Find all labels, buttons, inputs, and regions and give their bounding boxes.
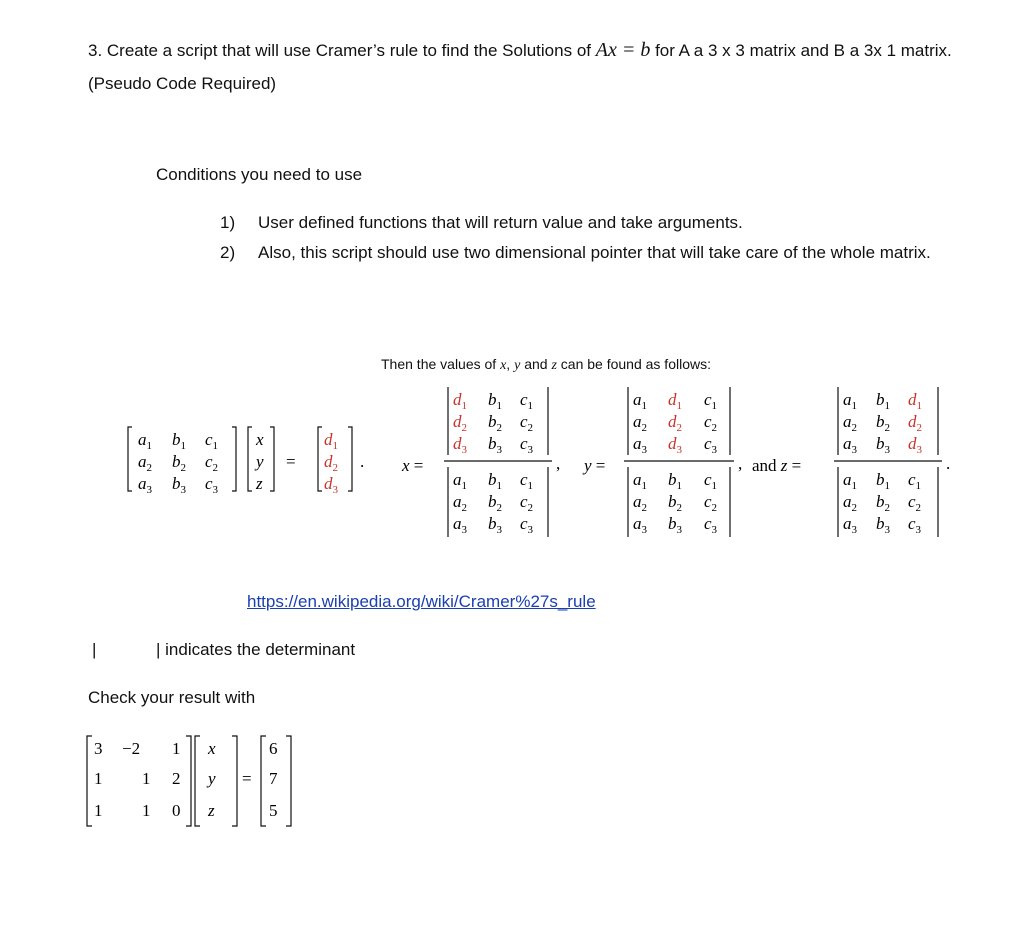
svg-text:c1: $c_1$ [908, 470, 922, 492]
svg-text:a2: $a_2$ [453, 492, 467, 514]
check-rhs: 5 [269, 801, 278, 820]
svg-text:c3: $c_3$ [704, 434, 718, 456]
svg-text:a1: $a_1$ [453, 470, 467, 492]
svg-text:=: = [286, 452, 296, 471]
svg-text:a2: $a_2$ [633, 492, 647, 514]
svg-text:=: = [242, 769, 252, 788]
svg-text:b3: $b_3$ [172, 474, 186, 496]
svg-text:a1: $a_1$ [138, 430, 152, 452]
check-var: y [208, 769, 216, 788]
svg-text:,: , [738, 454, 743, 473]
y-fraction [624, 387, 734, 537]
svg-text:c2: $c_2$ [704, 492, 718, 514]
svg-text:c2: $c_2$ [205, 452, 219, 474]
check-cell: −2 [122, 739, 141, 758]
svg-text:d3: $d_3$ [908, 434, 922, 456]
x-fraction [444, 387, 552, 537]
svg-text:c1: $c_1$ [205, 430, 219, 452]
svg-text:d1: $d_1$ [324, 430, 338, 452]
svg-text:d2: $d_2$ [324, 452, 338, 474]
check-cell: 1 [94, 801, 103, 820]
svg-text:c1: $c_1$ [520, 390, 534, 412]
svg-text:a1: $a_1$ [633, 390, 647, 412]
svg-text:a1: $a_1$ [843, 470, 857, 492]
question-text-before: 3. Create a script that will use Cramer’s rule to find the Solutions of [88, 41, 591, 60]
coefficient-matrix [128, 427, 236, 496]
svg-text:d2: $d_2$ [453, 412, 467, 434]
svg-text:c1: $c_1$ [704, 470, 718, 492]
svg-text:d1: $d_1$ [453, 390, 467, 412]
svg-text:and z =: and z = [752, 456, 802, 475]
question-text [88, 34, 988, 100]
svg-text:b2: $b_2$ [876, 412, 890, 434]
check-cell: 1 [142, 801, 151, 820]
svg-text:b1: $b_1$ [876, 390, 890, 412]
svg-text:a3: $a_3$ [843, 434, 857, 456]
svg-text:d2: $d_2$ [668, 412, 682, 434]
svg-text:c3: $c_3$ [205, 474, 219, 496]
svg-text:a3: $a_3$ [138, 474, 152, 496]
svg-text:a2: $a_2$ [138, 452, 152, 474]
svg-text:c2: $c_2$ [908, 492, 922, 514]
determinant-bar-symbol: | [92, 640, 97, 659]
svg-text:b3: $b_3$ [488, 434, 502, 456]
check-rhs: 6 [269, 739, 278, 758]
svg-text:d3: $d_3$ [668, 434, 682, 456]
svg-text:b3: $b_3$ [876, 514, 890, 536]
svg-text:a3: $a_3$ [843, 514, 857, 536]
svg-text:c2: $c_2$ [520, 492, 534, 514]
check-equation [80, 730, 310, 834]
check-var: x [208, 739, 216, 758]
svg-text:b1: $b_1$ [488, 390, 502, 412]
svg-text:b1: $b_1$ [172, 430, 186, 452]
z-fraction [834, 387, 942, 537]
svg-text:a2: $a_2$ [843, 412, 857, 434]
check-rhs: 7 [269, 769, 278, 788]
svg-text:b1: $b_1$ [488, 470, 502, 492]
condition-item-1: 1) User defined functions that will return value and take arguments. [220, 213, 743, 232]
svg-text:a1: $a_1$ [843, 390, 857, 412]
svg-text:d1: $d_1$ [668, 390, 682, 412]
check-label: Check your result with [88, 688, 256, 707]
svg-text:a3: $a_3$ [633, 434, 647, 456]
svg-text:b3: $b_3$ [876, 434, 890, 456]
svg-text:y: y [256, 452, 264, 471]
svg-text:d3: $d_3$ [453, 434, 467, 456]
determinant-note: | indicates the determinant [156, 640, 356, 659]
svg-text:a2: $a_2$ [633, 412, 647, 434]
svg-text:y =: y = [584, 456, 606, 475]
svg-text:d1: $d_1$ [908, 390, 922, 412]
svg-text:c3: $c_3$ [520, 434, 534, 456]
svg-text:c1: $c_1$ [704, 390, 718, 412]
svg-text:c2: $c_2$ [520, 412, 534, 434]
condition-item-2: 2) Also, this script should use two dimensional pointer that will take care of the whole matrix. [220, 243, 931, 262]
conditions-heading: Conditions you need to use [156, 165, 363, 184]
svg-text:b1: $b_1$ [876, 470, 890, 492]
check-cell: 1 [172, 739, 181, 758]
svg-text:z: z [256, 474, 263, 493]
svg-text:b3: $b_3$ [488, 514, 502, 536]
svg-text:a2: $a_2$ [843, 492, 857, 514]
check-cell: 1 [94, 769, 103, 788]
check-cell: 1 [142, 769, 151, 788]
svg-text:x =: x = [402, 456, 424, 475]
check-cell: 0 [172, 801, 181, 820]
svg-text:c2: $c_2$ [704, 412, 718, 434]
svg-text:c3: $c_3$ [704, 514, 718, 536]
svg-text:.: . [946, 454, 951, 473]
svg-text:d3: $d_3$ [324, 474, 338, 496]
constant-vector [318, 427, 352, 496]
svg-text:a3: $a_3$ [633, 514, 647, 536]
svg-text:b2: $b_2$ [876, 492, 890, 514]
check-cell: 2 [172, 769, 181, 788]
svg-text:b3: $b_3$ [668, 514, 682, 536]
question-equation: Ax = b [595, 39, 651, 61]
svg-text:b2: $b_2$ [172, 452, 186, 474]
svg-text:d2: $d_2$ [908, 412, 922, 434]
formula-intro: Then the values of x, y and z can be found as follows: [381, 356, 711, 373]
svg-text:c3: $c_3$ [908, 514, 922, 536]
svg-text:.: . [360, 452, 365, 471]
svg-text:c3: $c_3$ [520, 514, 534, 536]
svg-text:c1: $c_1$ [520, 470, 534, 492]
check-var: z [208, 801, 215, 820]
variable-vector [248, 427, 274, 493]
svg-text:a3: $a_3$ [453, 514, 467, 536]
svg-text:b2: $b_2$ [668, 492, 682, 514]
svg-text:a1: $a_1$ [633, 470, 647, 492]
svg-text:x: x [256, 430, 264, 449]
wikipedia-link[interactable]: https://en.wikipedia.org/wiki/Cramer%27s_rule [247, 592, 596, 611]
svg-text:b2: $b_2$ [488, 412, 502, 434]
cramer-formula-figure [0, 375, 1024, 555]
svg-text:,: , [556, 454, 561, 473]
svg-text:b1: $b_1$ [668, 470, 682, 492]
question-text-after: for A a 3 x 3 matrix and B a 3x 1 matrix. (Pseudo Code Required) [88, 41, 952, 93]
check-cell: 3 [94, 739, 103, 758]
svg-text:b2: $b_2$ [488, 492, 502, 514]
